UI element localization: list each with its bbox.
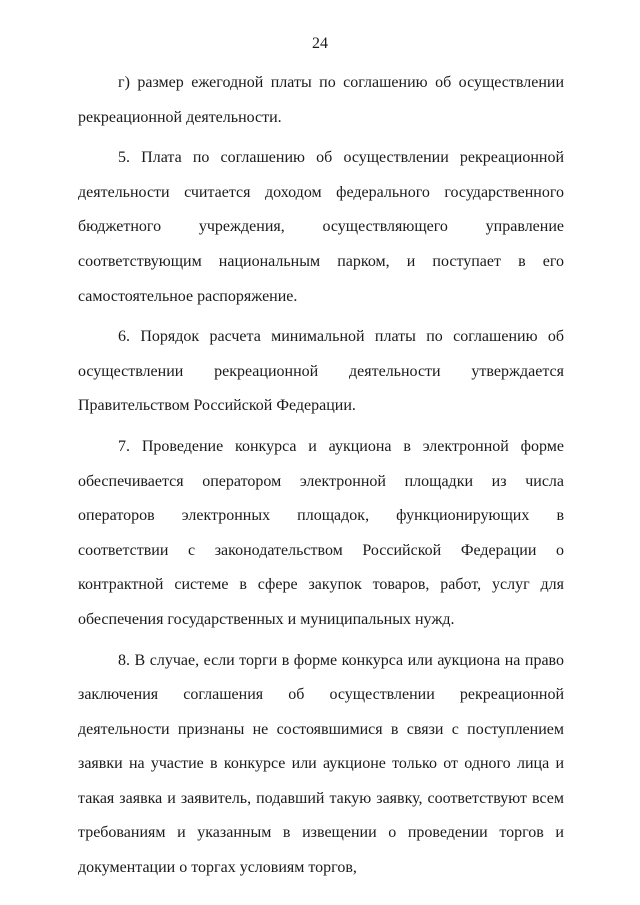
paragraph-item-g: г) размер ежегодной платы по соглашению об осуществлении рекреационной деятельности. — [78, 74, 564, 126]
page-number: 24 — [312, 35, 328, 52]
paragraph-7: 7. Проведение конкурса и аукциона в электронной форме обеспечивается оператором электронной площадки из числа операторов электронных площадок, функционирующих в соответствии с законодательством Российской Федерации о контрактной системе в сфере закупок товаров, работ, услуг для обеспечения государственных и муниципальных нужд. — [78, 437, 564, 628]
document-body — [78, 66, 564, 886]
paragraph-8: 8. В случае, если торги в форме конкурса или аукциона на право заключения соглашения об осуществлении рекреационной деятельности признаны не состоявшимися в связи с поступлением заявки на участие в конкурсе или аукционе только от одного лица и такая заявка и заявитель, подавший такую заявку, соответствуют всем требованиям и указанным в извещении о проведении торгов и документации о торгах условиям торгов, — [78, 651, 564, 877]
paragraph-6: 6. Порядок расчета минимальной платы по соглашению об осуществлении рекреационной деятельности утверждается Правительством Российской Федерации. — [78, 328, 564, 415]
paragraph-5: 5. Плата по соглашению об осуществлении рекреационной деятельности считается доходом федерального государственного бюджетного учреждения, осуществляющего управление соответствующим национальным парком, и поступает в его самостоятельное распоряжение. — [78, 149, 564, 305]
